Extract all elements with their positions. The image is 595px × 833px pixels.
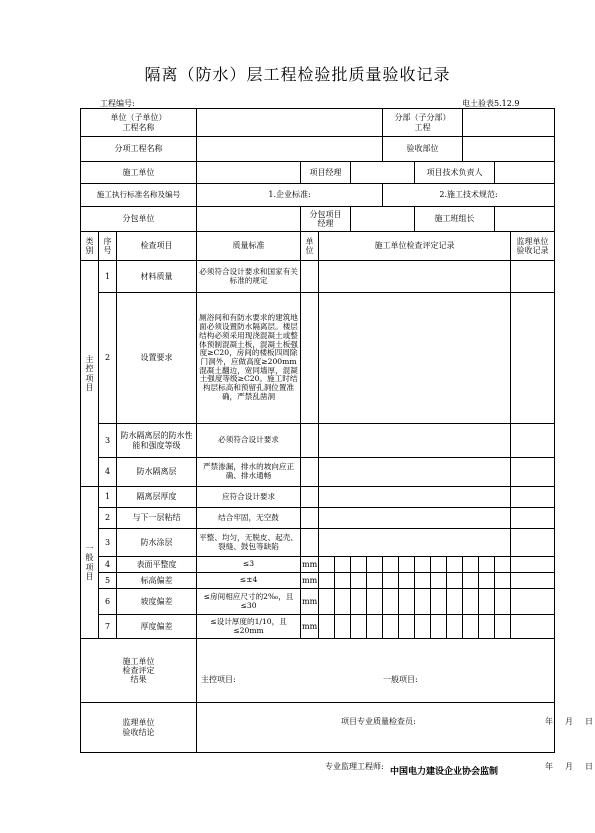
standard-cell: ≤设计厚度的1/10，且≤20mm xyxy=(197,615,301,639)
item-cell: 材料质量 xyxy=(117,261,197,293)
supervisor-cell[interactable] xyxy=(511,293,555,424)
unit-cell xyxy=(301,261,319,293)
table-row xyxy=(81,615,555,639)
measure-cell[interactable] xyxy=(495,557,511,573)
table-row xyxy=(81,487,555,508)
measure-cell[interactable] xyxy=(479,615,495,639)
table-row xyxy=(81,529,555,557)
table-row xyxy=(81,424,555,458)
part-field[interactable] xyxy=(463,109,555,137)
contractor-eval-label: 施工单位 检查评定 结果 xyxy=(81,639,197,703)
team-label: 施工班组长 xyxy=(415,207,495,232)
col-seq: 序 号 xyxy=(99,232,117,261)
accept-part-label: 验收部位 xyxy=(383,137,463,162)
measure-cell[interactable] xyxy=(415,573,431,589)
measure-cell[interactable] xyxy=(447,573,463,589)
measure-cell[interactable] xyxy=(367,615,383,639)
item-cell: 标高偏差 xyxy=(117,573,197,589)
standard-cell: 结合牢固，无空鼓 xyxy=(197,508,301,529)
pm-field[interactable] xyxy=(351,162,415,184)
unit-name-label: 单位（子单位） 工程名称 xyxy=(81,109,197,137)
measure-cell[interactable] xyxy=(351,557,367,573)
measure-cell[interactable] xyxy=(383,615,399,639)
measure-cell[interactable] xyxy=(431,573,447,589)
supervisor-cell[interactable] xyxy=(511,458,555,487)
std-enterprise[interactable]: 1.企业标准: xyxy=(197,184,383,207)
month-label: 月 xyxy=(565,761,574,771)
measure-cell[interactable] xyxy=(415,557,431,573)
unit-cell: mm xyxy=(301,573,319,589)
measure-cell[interactable] xyxy=(335,557,351,573)
measure-cell[interactable] xyxy=(367,573,383,589)
sub-pm-label: 分包项目 经理 xyxy=(301,207,351,232)
item-cell: 设置要求 xyxy=(117,293,197,424)
seq-cell: 4 xyxy=(99,458,117,487)
supervisor-cell[interactable] xyxy=(511,589,555,615)
measure-cell[interactable] xyxy=(319,557,335,573)
measure-cell[interactable] xyxy=(495,589,511,615)
supervisor-cell[interactable] xyxy=(511,261,555,293)
table-row xyxy=(81,589,555,615)
supervisor-cell[interactable] xyxy=(511,508,555,529)
standard-cell: 平整、均匀，无脱皮、起壳、裂缝、鼓包等缺陷 xyxy=(197,529,301,557)
table-row xyxy=(81,573,555,589)
measure-cell[interactable] xyxy=(447,615,463,639)
unit-cell: mm xyxy=(301,589,319,615)
supervisor-cell[interactable] xyxy=(511,615,555,639)
general-group-label: 一 般 项 目 xyxy=(81,487,99,639)
footer-issuer: 中国电力建设企业协会监制 xyxy=(390,767,499,777)
measure-cell[interactable] xyxy=(383,557,399,573)
supervisor-cell[interactable] xyxy=(511,573,555,589)
col-record: 施工单位检查评定记录 xyxy=(319,232,511,261)
seq-cell: 2 xyxy=(99,293,117,424)
measure-cell[interactable] xyxy=(351,573,367,589)
accept-part-field[interactable] xyxy=(463,137,555,162)
supervisor-cell[interactable] xyxy=(511,529,555,557)
standard-cell: 必须符合设计要求和国家有关标准的规定 xyxy=(197,261,301,293)
tech-label: 项目技术负责人 xyxy=(415,162,495,184)
standard-cell: 必须符合设计要求 xyxy=(197,424,301,458)
table-row xyxy=(81,458,555,487)
measure-cell[interactable] xyxy=(479,589,495,615)
measure-cell[interactable] xyxy=(415,589,431,615)
measure-cell[interactable] xyxy=(335,589,351,615)
seq-cell: 2 xyxy=(99,508,117,529)
record-cell[interactable] xyxy=(319,458,511,487)
standard-cell: ≤房间相应尺寸的2‰，且≤30 xyxy=(197,589,301,615)
sub-pm-field[interactable] xyxy=(351,207,415,232)
measure-cell[interactable] xyxy=(463,589,479,615)
col-standard: 质量标准 xyxy=(197,232,301,261)
item-cell: 防水涂层 xyxy=(117,529,197,557)
measure-cell[interactable] xyxy=(463,573,479,589)
measure-cell[interactable] xyxy=(367,589,383,615)
measure-cell[interactable] xyxy=(463,615,479,639)
seq-cell: 1 xyxy=(99,487,117,508)
measure-cell[interactable] xyxy=(447,557,463,573)
measure-cell[interactable] xyxy=(399,573,415,589)
supervisor-cell[interactable] xyxy=(511,424,555,458)
table-row xyxy=(81,293,555,424)
unit-cell xyxy=(301,293,319,424)
col-category: 类 别 xyxy=(81,232,99,261)
table-row xyxy=(81,261,555,293)
tech-field[interactable] xyxy=(495,162,555,184)
measure-cell[interactable] xyxy=(479,573,495,589)
project-no-label: 工程编号: xyxy=(100,99,135,108)
pm-label: 项目经理 xyxy=(301,162,351,184)
supervisor-eval-label: 监理单位 验收结论 xyxy=(81,703,197,753)
seq-cell: 5 xyxy=(99,573,117,589)
unit-name-field[interactable] xyxy=(197,109,383,137)
col-unit: 单 位 xyxy=(301,232,319,261)
unit-cell: mm xyxy=(301,615,319,639)
std-label: 施工执行标准名称及编号 xyxy=(81,184,197,207)
measure-cell[interactable] xyxy=(415,615,431,639)
sub-label: 分包单位 xyxy=(81,207,197,232)
contractor-label: 施工单位 xyxy=(81,162,197,184)
standard-cell: 应符合设计要求 xyxy=(197,487,301,508)
measure-cell[interactable] xyxy=(351,589,367,615)
measure-cell[interactable] xyxy=(335,615,351,639)
item-cell: 表面平整度 xyxy=(117,557,197,573)
measure-cell[interactable] xyxy=(399,589,415,615)
measure-cell[interactable] xyxy=(335,573,351,589)
supervisor-cell[interactable] xyxy=(511,557,555,573)
col-supervisor: 监理单位 验收记录 xyxy=(511,232,555,261)
unit-cell xyxy=(301,424,319,458)
record-cell[interactable] xyxy=(319,508,511,529)
measure-cell[interactable] xyxy=(319,589,335,615)
main-group-label: 主 控 项 目 xyxy=(81,261,99,487)
standard-cell: 严禁渗漏，排水的坡向应正确、排水通畅 xyxy=(197,458,301,487)
measure-cell[interactable] xyxy=(399,615,415,639)
engineer-label: 专业监理工程师: xyxy=(325,761,384,771)
unit-cell: mm xyxy=(301,557,319,573)
item-cell: 防水隔离层的防水性能和强度等级 xyxy=(117,424,197,458)
contractor-field[interactable] xyxy=(197,162,301,184)
seq-cell: 1 xyxy=(99,261,117,293)
measure-cell[interactable] xyxy=(479,557,495,573)
record-cell[interactable] xyxy=(319,424,511,458)
day-label: 日 xyxy=(585,716,594,726)
measure-cell[interactable] xyxy=(351,615,367,639)
item-name-label: 分项工程名称 xyxy=(81,137,197,162)
supervisor-eval-area[interactable] xyxy=(197,703,594,771)
measure-cell[interactable] xyxy=(367,557,383,573)
seq-cell: 3 xyxy=(99,529,117,557)
measure-cell[interactable] xyxy=(383,573,399,589)
standard-cell: ≤3 xyxy=(197,557,301,573)
item-cell: 坡度偏差 xyxy=(117,589,197,615)
day-label: 日 xyxy=(585,761,594,771)
unit-cell xyxy=(301,529,319,557)
seq-cell: 7 xyxy=(99,615,117,639)
measure-cell[interactable] xyxy=(463,557,479,573)
acceptance-form-table xyxy=(80,108,594,771)
page-title: 隔离（防水）层工程检验批质量验收记录 xyxy=(144,65,451,84)
seq-cell: 3 xyxy=(99,424,117,458)
main-items-label: 主控项目: xyxy=(201,674,236,684)
unit-cell xyxy=(301,508,319,529)
unit-cell xyxy=(301,487,319,508)
measure-cell[interactable] xyxy=(319,615,335,639)
measure-cell[interactable] xyxy=(495,573,511,589)
record-cell[interactable] xyxy=(319,487,511,508)
item-cell: 隔离层厚度 xyxy=(117,487,197,508)
seq-cell: 4 xyxy=(99,557,117,573)
item-name-field[interactable] xyxy=(197,137,383,162)
record-cell[interactable] xyxy=(319,261,511,293)
table-row xyxy=(81,508,555,529)
general-items-label: 一般项目: xyxy=(383,674,418,684)
supervisor-cell[interactable] xyxy=(511,487,555,508)
standard-cell: 厕浴间和有防水要求的建筑地面必须设置防水隔离层。楼层结构必须采用现浇混凝土或整体预制混凝土板，混凝土板强度≥C20，房间的楼板四周除门洞外，应做高度≥200mm混凝土翻边，宽同墙厚，混凝土强度等级≥C20。施工时结构层标高和预留孔洞位置准确，严禁乱凿洞 xyxy=(197,293,301,424)
measure-cell[interactable] xyxy=(431,615,447,639)
measure-cell[interactable] xyxy=(383,589,399,615)
measure-cell[interactable] xyxy=(399,557,415,573)
measure-cell[interactable] xyxy=(319,573,335,589)
measure-cell[interactable] xyxy=(431,557,447,573)
col-item: 检查项目 xyxy=(117,232,197,261)
team-field[interactable] xyxy=(495,207,555,232)
seq-cell: 6 xyxy=(99,589,117,615)
measure-cell[interactable] xyxy=(447,589,463,615)
item-cell: 厚度偏差 xyxy=(117,615,197,639)
contractor-eval-area[interactable] xyxy=(197,639,594,726)
sub-field[interactable] xyxy=(197,207,301,232)
measure-cell[interactable] xyxy=(495,615,511,639)
inspector-label: 项目专业质量检查员: xyxy=(341,716,416,726)
part-label: 分部（子分部） 工程 xyxy=(383,109,463,137)
item-cell: 与下一层粘结 xyxy=(117,508,197,529)
year-label: 年 xyxy=(545,716,554,726)
table-row xyxy=(81,557,555,573)
standard-cell: ≤±4 xyxy=(197,573,301,589)
record-cell[interactable] xyxy=(319,293,511,424)
unit-cell xyxy=(301,458,319,487)
std-technical[interactable]: 2.施工技术规范: xyxy=(383,184,555,207)
measure-cell[interactable] xyxy=(431,589,447,615)
year-label: 年 xyxy=(545,761,554,771)
record-cell[interactable] xyxy=(319,529,511,557)
item-cell: 防水隔离层 xyxy=(117,458,197,487)
form-code: 电土验表5.12.9 xyxy=(462,99,520,108)
month-label: 月 xyxy=(565,716,574,726)
